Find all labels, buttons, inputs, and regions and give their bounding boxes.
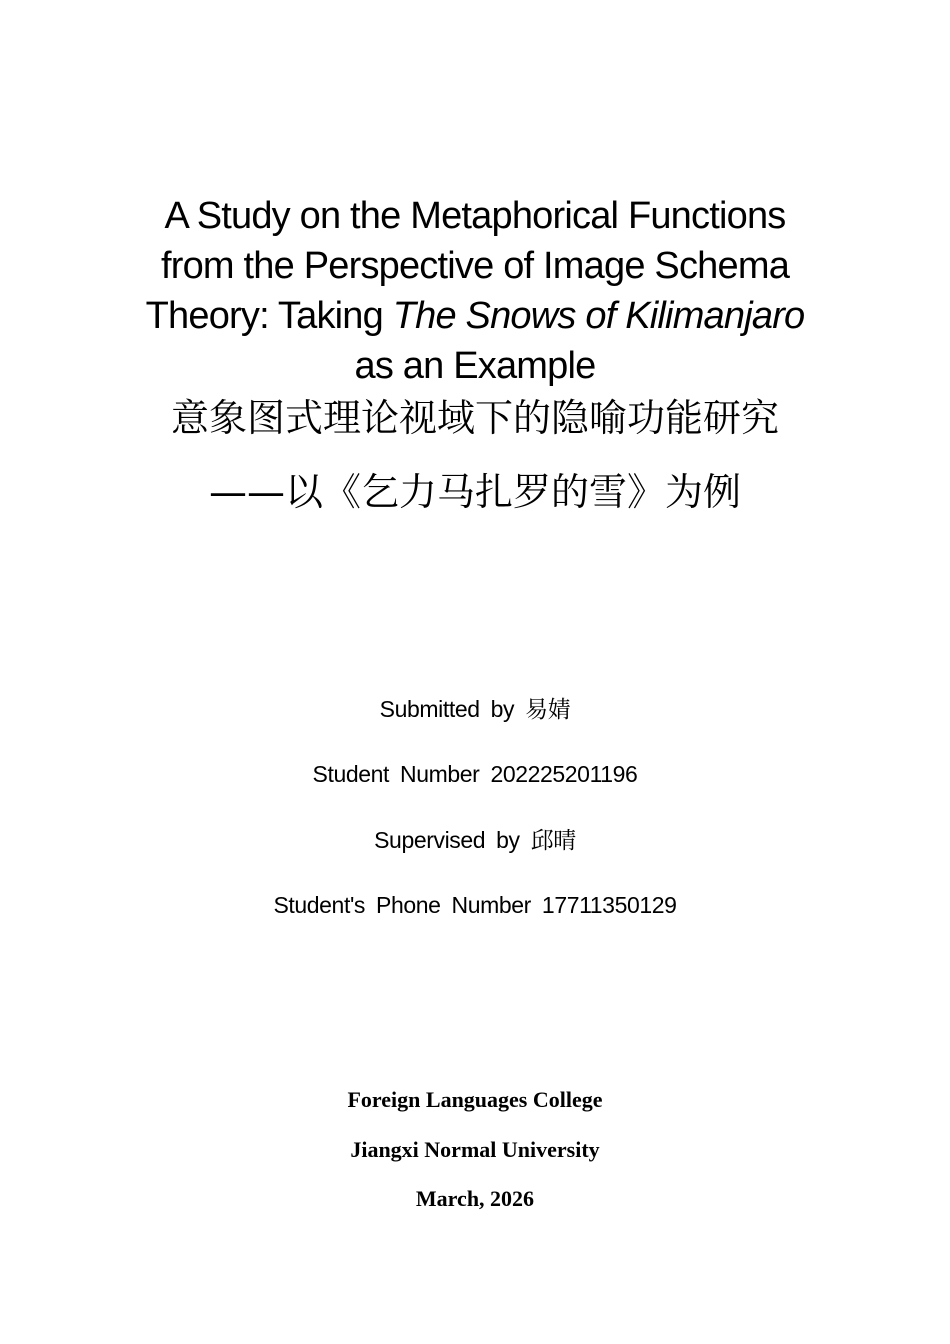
chinese-title-line-1: 意象图式理论视域下的隐喻功能研究 — [170, 396, 779, 440]
supervised-by-line — [0, 825, 950, 855]
supervised-by-value: 邱晴 — [530, 827, 576, 853]
english-title-prefix: Theory: Taking — [145, 295, 393, 337]
phone-number-line — [0, 890, 950, 920]
student-number-label: Student Number — [312, 761, 480, 787]
submitted-by-label: Submitted by — [379, 696, 515, 722]
chinese-title-line-2: ——以《乞力马扎罗的雪》为例 — [208, 470, 741, 514]
submitted-by-value: 易婧 — [525, 696, 571, 722]
university-name: Jiangxi Normal University — [350, 1137, 600, 1162]
english-title-line-4: as an Example — [354, 345, 596, 387]
submitted-by-line — [0, 694, 950, 724]
student-number-value: 202225201196 — [490, 761, 638, 787]
english-title-line-1: A Study on the Metaphorical Functions — [164, 195, 786, 237]
english-title-line-2: from the Perspective of Image Schema — [160, 245, 790, 287]
phone-number-label: Student's Phone Number — [273, 892, 531, 918]
submission-date: March, 2026 — [415, 1186, 535, 1211]
english-title-line-3 — [0, 291, 950, 341]
phone-number-value: 17711350129 — [541, 892, 677, 918]
student-number-line — [0, 759, 950, 789]
supervised-by-label: Supervised by — [374, 827, 520, 853]
book-title: The Snows of Kilimanjaro — [392, 295, 805, 337]
college-name: Foreign Languages College — [347, 1087, 603, 1112]
